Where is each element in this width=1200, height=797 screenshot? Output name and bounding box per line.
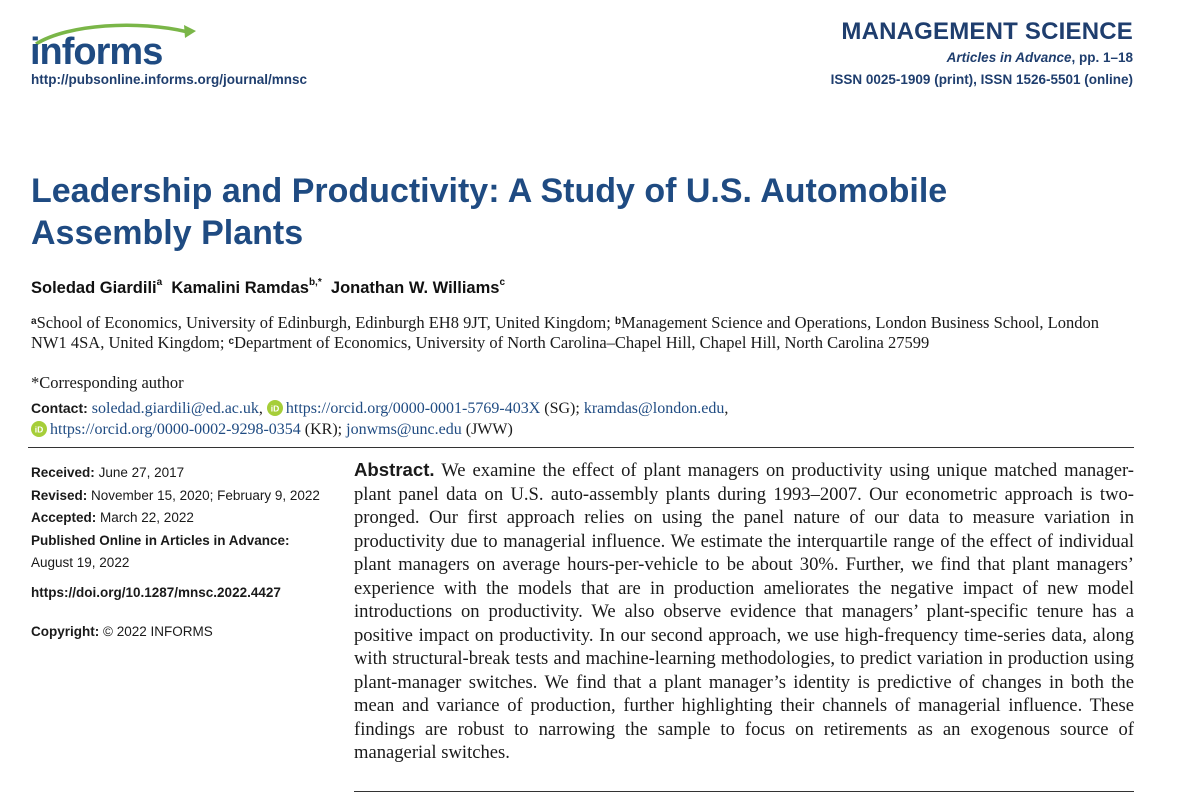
orcid-tag: (SG); bbox=[544, 400, 580, 417]
author-list bbox=[31, 279, 505, 298]
affil-c: Department of Economics, University of North Carolina–Chapel Hill, Chapel Hill, North Carolina 27599 bbox=[234, 333, 930, 352]
accepted-date: March 22, 2022 bbox=[100, 510, 194, 525]
section-divider bbox=[28, 447, 1134, 448]
logo-arrow bbox=[184, 25, 196, 38]
author-name: Kamalini Ramdas bbox=[171, 279, 309, 297]
contact-label: Contact: bbox=[31, 400, 88, 416]
author-affil-mark: b,* bbox=[308, 277, 322, 288]
orcid-link[interactable]: https://orcid.org/0000-0001-5769-403X bbox=[285, 400, 541, 417]
copyright-text: © 2022 INFORMS bbox=[103, 624, 213, 639]
published-row bbox=[31, 530, 341, 575]
abstract-text: We examine the effect of plant managers on productivity using unique matched manager-plant panel data on U.S. auto-assembly plants during 1993–2007. Our econometric approach is two-pronged. Our first approach relies on using the panel nature of our data to measure variation in productivity due to managerial influence. We estimate the interquartile range of the effect of individual plant managers on average hours-per-vehicle to be about 30%. Further, we find that plant managers’ experience with the models that are in production ameliorates the negative impact of new model introductions on productivity. We also observe evidence that managers’ plant-specific tenure has a positive impact on productivity. In our second approach, we use high-frequency time-series data, along with structural-break tests and machine-learning methodologies, to predict variation in production using plant-manager switches. We find that a plant manager’s identity is predictive of changes in both the mean and variance of production, further highlighting their channels of managerial influence. These findings are robust to narrowing the sample to focus on retirements as an exogenous source of managerial switches. bbox=[354, 460, 1134, 763]
article-history bbox=[31, 462, 341, 575]
orcid-icon bbox=[267, 400, 283, 416]
contact-block: Contact: soledad.giardili@ed.ac.uk, iD https://orcid.org/0000-0001-5769-403X (SG); kramdas@london.edu, iD https://orcid.org/0000-0002-9298-0354 (KR); jonwms@unc.edu (JWW) bbox=[31, 400, 729, 438]
journal-name: MANAGEMENT SCIENCE bbox=[841, 18, 1133, 45]
abstract-label: Abstract. bbox=[354, 459, 435, 480]
email-link[interactable]: kramdas@london.edu bbox=[583, 400, 725, 417]
abstract-divider bbox=[354, 791, 1134, 792]
page-range: , pp. 1–18 bbox=[1071, 50, 1133, 65]
affil-b: Management Science and Operations, London Business School, London NW1 4SA, United Kingdom; bbox=[31, 313, 1099, 352]
paper-title: Leadership and Productivity: A Study of U.S. Automobile Assembly Plants bbox=[31, 172, 948, 252]
articles-in-advance bbox=[947, 50, 1133, 65]
abstract bbox=[354, 458, 1134, 765]
published-label: Published Online in Articles in Advance: bbox=[31, 532, 290, 548]
svg-text:iD: iD bbox=[34, 424, 44, 435]
email-link[interactable]: soledad.giardili@ed.ac.uk bbox=[91, 400, 259, 417]
copyright bbox=[31, 624, 213, 639]
affil-mark-b: b bbox=[614, 316, 622, 327]
logo-text: informs bbox=[30, 31, 163, 72]
corresponding-author-note: *Corresponding author bbox=[31, 373, 184, 392]
author-name: Soledad Giardili bbox=[31, 279, 157, 297]
published-date: August 19, 2022 bbox=[31, 555, 130, 570]
affiliations bbox=[31, 313, 1131, 353]
author-name: Jonathan W. Williams bbox=[330, 279, 500, 297]
accepted-label: Accepted: bbox=[31, 510, 97, 525]
copyright-label: Copyright: bbox=[31, 624, 100, 639]
author-affil-mark: c bbox=[499, 277, 506, 288]
affil-mark-c: c bbox=[228, 336, 235, 347]
affil-mark-a: a bbox=[31, 316, 37, 327]
orcid-tag: (KR); bbox=[304, 421, 343, 438]
received-date: June 27, 2017 bbox=[98, 465, 185, 480]
articles-in-advance-label: Articles in Advance bbox=[946, 50, 1072, 65]
revised-row bbox=[31, 485, 341, 508]
author-affil-mark: a bbox=[156, 277, 163, 288]
issn: ISSN 0025-1909 (print), ISSN 1526-5501 (online) bbox=[830, 72, 1133, 87]
received-label: Received: bbox=[31, 465, 95, 480]
informs-logo bbox=[28, 22, 198, 72]
accepted-row bbox=[31, 507, 341, 530]
email-link[interactable]: jonwms@unc.edu bbox=[346, 421, 462, 438]
received-row bbox=[31, 462, 341, 485]
orcid-icon bbox=[31, 421, 47, 437]
revised-label: Revised: bbox=[31, 487, 88, 503]
svg-text:iD: iD bbox=[270, 403, 280, 414]
journal-url[interactable]: http://pubsonline.informs.org/journal/mnsc bbox=[31, 72, 307, 87]
revised-date: November 15, 2020; February 9, 2022 bbox=[91, 487, 320, 503]
affil-a: School of Economics, University of Edinburgh, Edinburgh EH8 9JT, United Kingdom; bbox=[36, 313, 611, 332]
orcid-link[interactable]: https://orcid.org/0000-0002-9298-0354 bbox=[50, 421, 301, 438]
email-tag: (JWW) bbox=[465, 421, 513, 438]
doi-link[interactable]: https://doi.org/10.1287/mnsc.2022.4427 bbox=[31, 585, 281, 600]
